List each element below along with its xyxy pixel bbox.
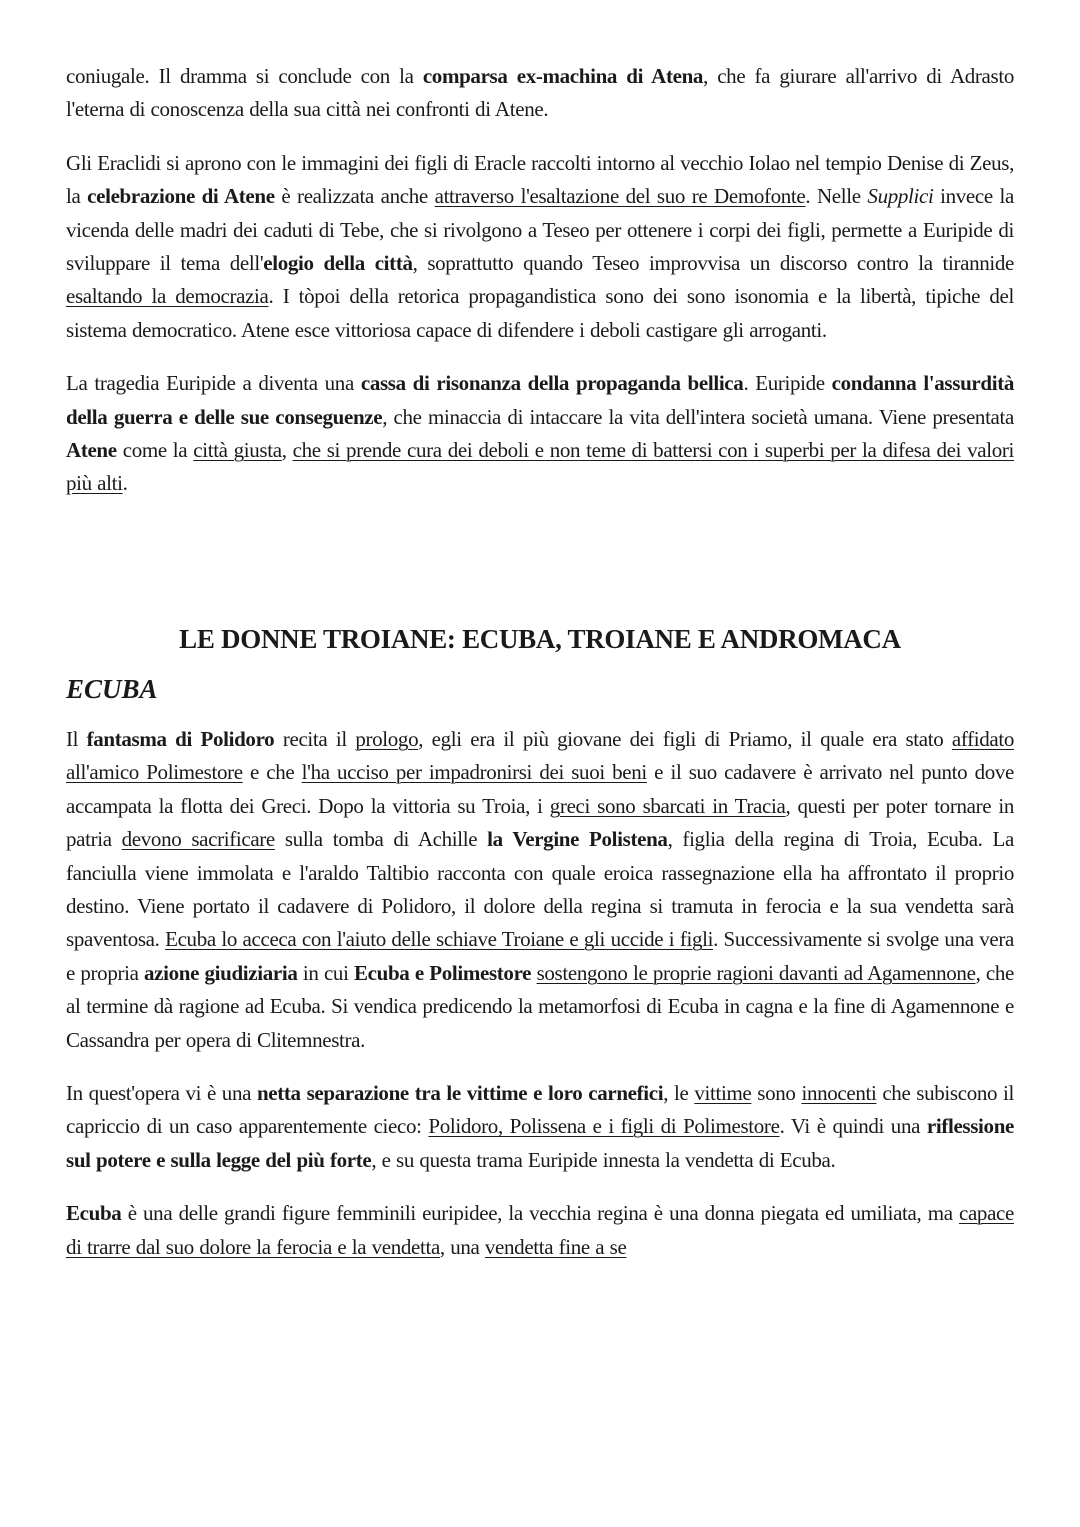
paragraph bbox=[66, 60, 1014, 127]
text-run: Il bbox=[66, 726, 87, 751]
bold-text: riflessione sul potere e sulla legge del più forte bbox=[66, 1114, 1014, 1172]
text-run: Gli Eraclidi si aprono con le immagini dei figli di Eracle raccolti intorno al vecchio Iolao nel tempio Denise di Zeus, la bbox=[66, 150, 1014, 209]
underlined-text: devono sacrificare bbox=[121, 827, 275, 852]
paragraph bbox=[66, 723, 1014, 1057]
underlined-text: Polidoro, Polissena e i figli di Polimestore bbox=[428, 1114, 780, 1139]
bold-text: celebrazione di Atene bbox=[87, 184, 275, 209]
text-run: , le bbox=[663, 1080, 695, 1105]
bold-text: Ecuba bbox=[66, 1201, 122, 1226]
underlined-text: affidato all'amico Polimestore bbox=[66, 726, 1014, 785]
underlined-text: vittime bbox=[694, 1080, 752, 1105]
text-run: In quest'opera vi è una bbox=[66, 1080, 257, 1105]
bold-text: elogio della città bbox=[263, 251, 413, 276]
paragraph bbox=[66, 367, 1014, 501]
bold-text: la Vergine Polistena bbox=[487, 827, 668, 852]
text-run: come la bbox=[116, 438, 194, 463]
text-run: . Nelle bbox=[805, 184, 868, 209]
underlined-text: greci sono sbarcati in Tracia bbox=[549, 793, 786, 818]
document-page bbox=[66, 60, 1014, 1284]
text-run: , figlia della regina di Troia, Ecuba. La fanciulla viene immolata e l'araldo Taltibio racconta con quale eroica rassegnazione ella ha affrontato il proprio destino. Viene portato il cadavere di Polidoro, il dolore della regina si tramuta in ferocia e la sua vendetta sarà spaventosa. bbox=[66, 827, 1014, 952]
text-run: e il suo cadavere è arrivato nel punto dove accampata la flotta dei Greci. Dopo la vittoria su Troia, i bbox=[66, 760, 1014, 818]
underlined-text: Ecuba lo acceca con l'aiuto delle schiave Troiane e gli uccide i figli bbox=[165, 927, 714, 952]
text-run: , questi per poter tornare in patria bbox=[66, 793, 1014, 852]
italic-text: Supplici bbox=[867, 184, 934, 209]
text-run: coniugale. Il dramma si conclude con la bbox=[66, 64, 423, 88]
bold-text: netta separazione tra le vittime e loro carnefici bbox=[256, 1080, 664, 1105]
text-run: . Vi è quindi una bbox=[779, 1114, 927, 1139]
text-run: sulla tomba di Achille bbox=[274, 827, 488, 852]
text-run: . bbox=[122, 471, 128, 496]
bold-text: condanna l'assurdità della guerra e delle sue conseguenze bbox=[66, 371, 1014, 429]
text-run: La tragedia Euripide a diventa una bbox=[66, 371, 361, 396]
text-run: . Successivamente si svolge una vera e propria bbox=[66, 927, 1014, 985]
text-run: . Euripide bbox=[743, 371, 832, 396]
text-run: , una bbox=[439, 1234, 485, 1259]
text-run: , che fa giurare all'arrivo di Adrasto l'eterna di conoscenza della sua città nei confronti di Atene. bbox=[66, 64, 1014, 122]
underlined-text: che si prende cura dei deboli e non teme di battersi con i superbi per la difesa dei valori più alti bbox=[66, 438, 1014, 496]
text-run: è realizzata anche bbox=[274, 184, 435, 209]
text-run: , che al termine dà ragione ad Ecuba. Si vendica predicendo la metamorfosi di Ecuba in cagna e la fine di Agamennone e Cassandra per opera di Clitemnestra. bbox=[66, 960, 1014, 1052]
underlined-text: innocenti bbox=[801, 1080, 877, 1105]
text-run: che subiscono il capriccio di un caso apparentemente cieco: bbox=[66, 1080, 1015, 1139]
underlined-text: città giusta bbox=[193, 438, 282, 463]
text-run: invece la vicenda delle madri dei caduti di Tebe, che si rivolgono a Teseo per ottenere i corpi dei figli, permette a Euripide di sviluppare il tema dell' bbox=[66, 184, 1014, 276]
underlined-text: vendetta fine a se bbox=[484, 1234, 627, 1259]
subsection-heading: ECUBA bbox=[66, 673, 158, 704]
text-run: sono bbox=[751, 1080, 802, 1105]
underlined-text: sostengono le proprie ragioni davanti ad Agamennone bbox=[536, 960, 976, 985]
bold-text: fantasma di Polidoro bbox=[86, 726, 275, 751]
bold-text: comparsa ex-machina di Atena bbox=[422, 64, 704, 88]
text-run: in cui bbox=[297, 960, 354, 985]
bold-text: Atene bbox=[66, 438, 117, 463]
text-run: , bbox=[281, 438, 293, 463]
text-run: , soprattutto quando Teseo improvvisa un discorso contro la tirannide bbox=[412, 251, 1014, 276]
text-run: , che minaccia di intaccare la vita dell'intera società umana. Viene presentata bbox=[382, 404, 1014, 429]
section-euripide-politics bbox=[66, 60, 1014, 501]
paragraph bbox=[66, 147, 1014, 347]
text-run: è una delle grandi figure femminili euripidee, la vecchia regina è una donna piegata ed umiliata, ma bbox=[121, 1201, 959, 1226]
bold-text: cassa di risonanza della propaganda bellica bbox=[360, 371, 744, 396]
text-run: . I tòpoi della retorica propagandistica sono dei sono isonomia e la libertà, tipiche del sistema democratico. Atene esce vittoriosa capace di difendere i deboli castigare gli arroganti. bbox=[66, 284, 1014, 342]
section-heading: LE DONNE TROIANE: ECUBA, TROIANE E ANDROMACA bbox=[179, 623, 901, 654]
page-spacer bbox=[66, 521, 1014, 619]
underlined-text: capace di trarre dal suo dolore la ferocia e la vendetta bbox=[66, 1201, 1014, 1259]
text-run: , e su questa trama Euripide innesta la vendetta di Ecuba. bbox=[371, 1147, 836, 1172]
text-run: recita il bbox=[274, 726, 356, 751]
underlined-text: attraverso l'esaltazione del suo re Demofonte bbox=[434, 184, 806, 209]
bold-text: azione giudiziaria bbox=[144, 960, 298, 985]
paragraph bbox=[66, 1197, 1014, 1264]
text-run: e che bbox=[242, 760, 302, 785]
section-ecuba bbox=[66, 723, 1014, 1264]
bold-text: Ecuba e Polimestore bbox=[354, 960, 532, 985]
text-run: , egli era il più giovane dei figli di Priamo, il quale era stato bbox=[418, 726, 952, 751]
underlined-text: esaltando la democrazia bbox=[66, 284, 269, 309]
paragraph bbox=[66, 1077, 1014, 1177]
underlined-text: l'ha ucciso per impadronirsi dei suoi beni bbox=[301, 760, 647, 785]
underlined-text: prologo bbox=[355, 726, 419, 751]
